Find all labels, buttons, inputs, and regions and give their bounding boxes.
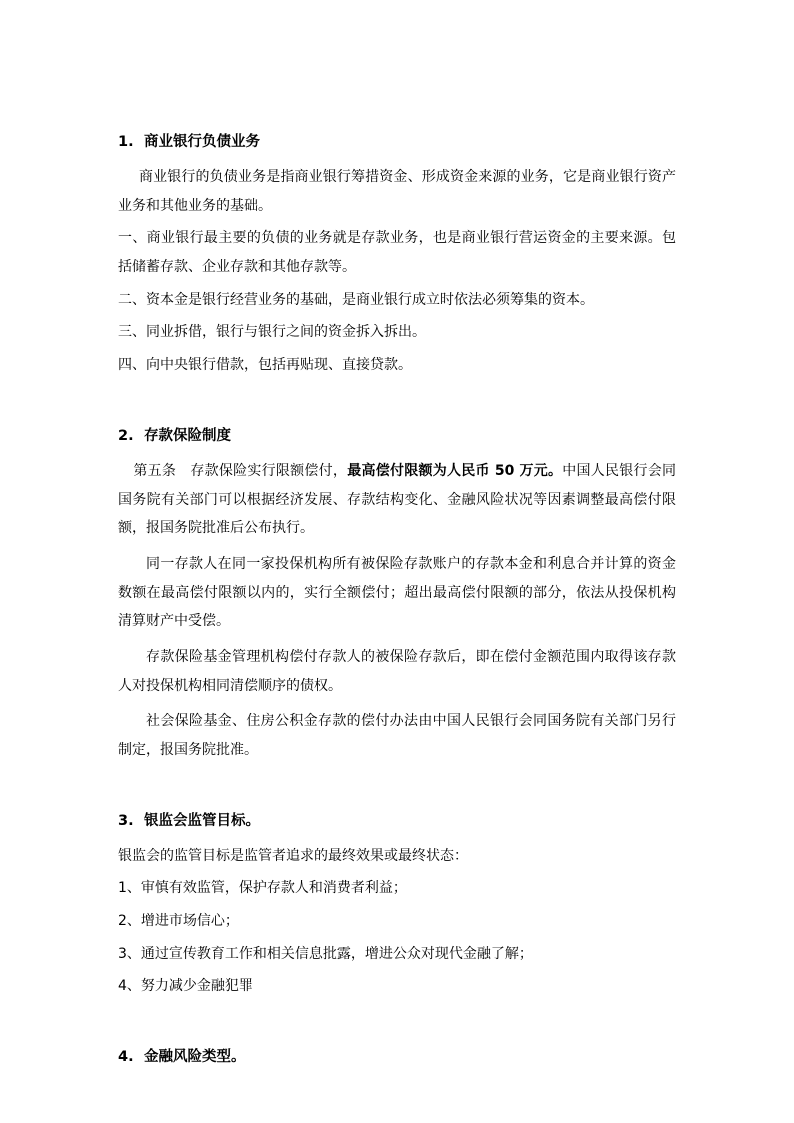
section-heading: [118, 422, 676, 451]
paragraph: 1、审慎有效监管，保护存款人和消费者利益；: [118, 880, 407, 897]
text-run: 第五条 存款保险实行限额偿付，: [133, 462, 348, 479]
paragraph: 四、向中央银行借款，包括再贴现、直接贷款。: [118, 357, 412, 374]
paragraph: 银监会的监管目标是监管者追求的最终效果或最终状态：: [118, 847, 468, 864]
section-number: 1.: [118, 134, 134, 150]
section-number: 3.: [118, 812, 134, 829]
paragraph: [118, 457, 676, 543]
paragraph: 4、努力减少金融犯罪: [118, 978, 253, 995]
section-heading: [118, 807, 676, 836]
text-run-bold: 最高偿付限额为人民币 50 万元。: [347, 462, 563, 479]
section-financial-risk-types: [118, 1043, 676, 1072]
section-number: 2.: [118, 427, 134, 444]
section-liability-business: [118, 128, 676, 380]
section-title: 金融风险类型。: [144, 1049, 246, 1066]
paragraph: 二、资本金是银行经营业务的基础，是商业银行成立时依法必须筹集的资本。: [118, 291, 594, 308]
paragraph: 三、同业拆借，银行与银行之间的资金拆入拆出。: [118, 324, 426, 341]
section-title: 商业银行负债业务: [144, 134, 260, 150]
paragraph: 2、增进市场信心；: [118, 913, 239, 930]
paragraph: 一、商业银行最主要的负债的业务就是存款业务，也是商业银行营运资金的主要来源。包括储蓄存款、企业存款和其他存款等。: [118, 230, 676, 276]
paragraph: 存款保险基金管理机构偿付存款人的被保险存款后，即在偿付金额范围内取得该存款人对投保机构相同清偿顺序的债权。: [118, 648, 676, 694]
section-heading: [118, 128, 676, 157]
paragraph: 同一存款人在同一家投保机构所有被保险存款账户的存款本金和利息合并计算的资金数额在最高偿付限额以内的，实行全额偿付；超出最高偿付限额的部分，依法从投保机构清算财产中受偿。: [118, 555, 676, 630]
section-title: 存款保险制度: [144, 427, 231, 444]
section-heading: [118, 1043, 676, 1072]
paragraph: 社会保险基金、住房公积金存款的偿付办法由中国人民银行会同国务院有关部门另行制定，报国务院批准。: [118, 713, 676, 758]
section-title: 银监会监管目标。: [144, 812, 260, 829]
section-deposit-insurance: [118, 422, 676, 765]
section-number: 4.: [118, 1049, 134, 1066]
paragraph: 商业银行的负债业务是指商业银行筹措资金、形成资金来源的业务，它是商业银行资产业务和其他业务的基础。: [118, 169, 676, 214]
paragraph: 3、通过宣传教育工作和相关信息批露，增进公众对现代金融了解；: [118, 945, 533, 962]
section-cbrc-goals: [118, 807, 676, 1001]
text-run: 中国人民银行会同国务院有关部门可以根据经济发展、存款结构变化、金融风险状况等因素调整最高偿付限额，报国务院批准后公布执行。: [118, 462, 677, 537]
